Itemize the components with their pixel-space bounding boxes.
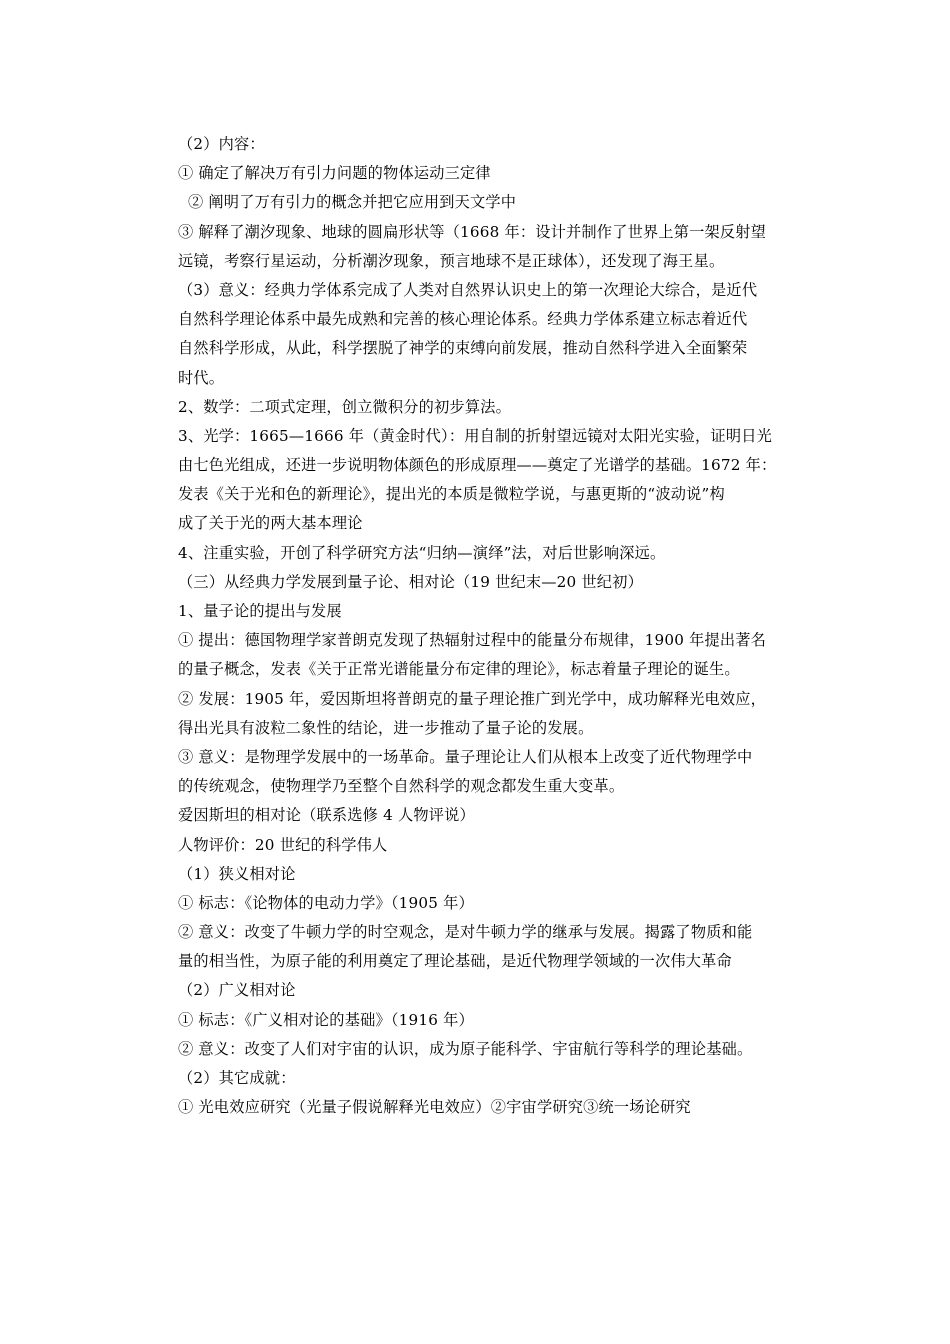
text-line: ② 意义：改变了牛顿力学的时空观念，是对牛顿力学的继承与发展。揭露了物质和能 — [178, 923, 753, 942]
text-line: （3）意义：经典力学体系完成了人类对自然界认识史上的第一次理论大综合，是近代 — [178, 280, 758, 299]
text-line: ① 提出：德国物理学家普朗克发现了热辐射过程中的能量分布规律，1900 年提出著名 — [178, 631, 767, 650]
text-line: 由七色光组成，还进一步说明物体颜色的形成原理——奠定了光谱学的基础。1672 年： — [178, 456, 777, 475]
section-heading-experiment: 4、注重实验，开创了科学研究方法“归纳—演绎”法，对后世影响深远。 — [178, 543, 666, 562]
section-heading-optics: 3、光学：1665—1666 年（黄金时代）：用自制的折射望远镜对太阳光实验，证明日光 — [178, 426, 772, 445]
text-line: ① 光电效应研究（光量子假说解释光电效应）②宇宙学研究③统一场论研究 — [178, 1098, 691, 1117]
section-heading-math: 2、数学：二项式定理，创立微积分的初步算法。 — [178, 397, 512, 416]
text-line: ① 标志：《论物体的电动力学》（1905 年） — [178, 893, 474, 912]
text-line: 发表《关于光和色的新理论》，提出光的本质是微粒学说，与惠更斯的“波动说”构 — [178, 485, 725, 504]
section-heading-general-relativity: （2）广义相对论 — [178, 981, 296, 1000]
text-line: 成了关于光的两大基本理论 — [178, 514, 363, 533]
section-heading-relativity: 爱因斯坦的相对论（联系选修 4 人物评说） — [178, 806, 475, 825]
section-heading-other-achievements: （2）其它成就： — [178, 1069, 296, 1087]
text-line: ③ 解释了潮汐现象、地球的圆扁形状等（1668 年：设计并制作了世界上第一架反射望 — [178, 222, 767, 241]
text-line: 量的相当性，为原子能的利用奠定了理论基础，是近代物理学领域的一次伟大革命 — [178, 952, 732, 971]
section-heading-special-relativity: （1）狭义相对论 — [178, 864, 296, 883]
section-heading-quantum: 1、量子论的提出与发展 — [178, 602, 342, 620]
text-line: 自然科学理论体系中最先成熟和完善的核心理论体系。经典力学体系建立标志着近代 — [178, 310, 748, 329]
text-line: 远镜，考察行星运动，分析潮汐现象，预言地球不是正球体），还发现了海王星。 — [178, 251, 725, 270]
text-line: 的量子概念，发表《关于正常光谱能量分布定律的理论》，标志着量子理论的诞生。 — [178, 660, 740, 679]
section-heading-content: （2）内容： — [178, 135, 265, 153]
text-line: ③ 意义：是物理学发展中的一场革命。量子理论让人们从根本上改变了近代物理学中 — [178, 747, 753, 766]
section-heading-quantum-relativity: （三）从经典力学发展到量子论、相对论（19 世纪末—20 世纪初） — [178, 572, 643, 591]
document-page — [178, 130, 818, 1122]
text-line: ② 阐明了万有引力的概念并把它应用到天文学中 — [188, 193, 517, 212]
text-line: 自然科学形成，从此，科学摆脱了神学的束缚向前发展，推动自然科学进入全面繁荣 — [178, 339, 748, 358]
text-line: ② 意义：改变了人们对宇宙的认识，成为原子能科学、宇宙航行等科学的理论基础。 — [178, 1039, 753, 1058]
text-line: 的传统观念，使物理学乃至整个自然科学的观念都发生重大变革。 — [178, 777, 625, 796]
text-line: 时代。 — [178, 368, 225, 387]
text-line: 人物评价：20 世纪的科学伟人 — [178, 835, 388, 854]
text-line: ① 确定了解决万有引力问题的物体运动三定律 — [178, 164, 491, 183]
text-line: 得出光具有波粒二象性的结论，进一步推动了量子论的发展。 — [178, 718, 594, 737]
text-line: ② 发展：1905 年，爱因斯坦将普朗克的量子理论推广到光学中，成功解释光电效应， — [178, 689, 767, 708]
text-line: ① 标志：《广义相对论的基础》（1916 年） — [178, 1010, 474, 1029]
